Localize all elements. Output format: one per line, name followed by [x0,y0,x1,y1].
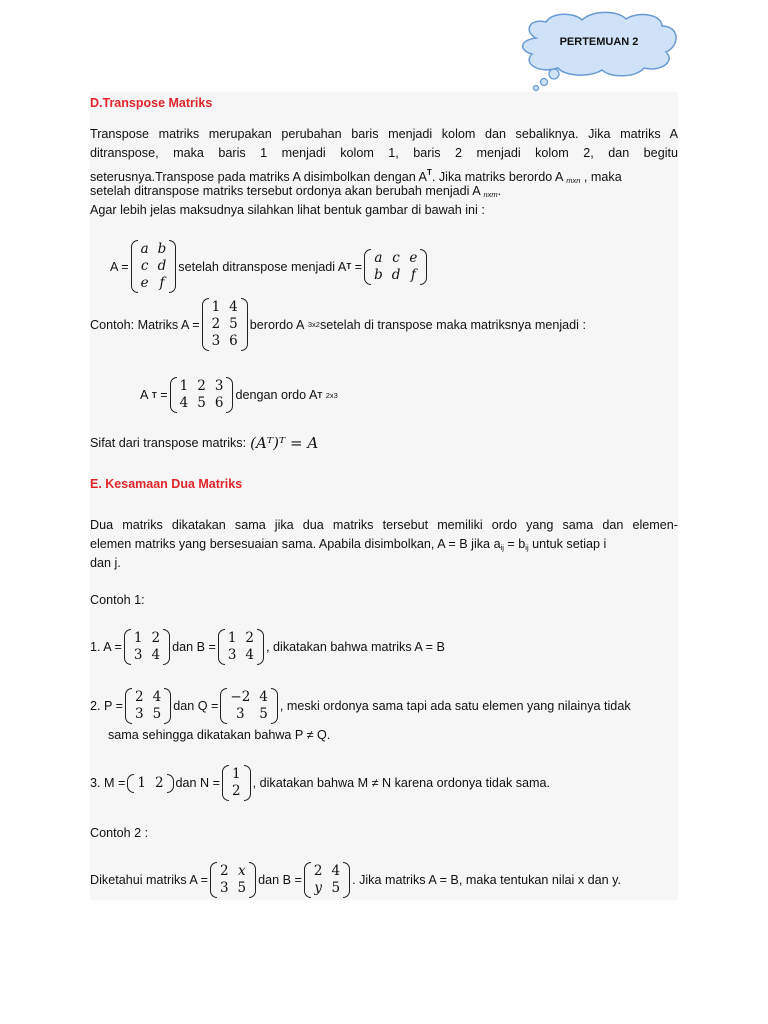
example-label: Contoh 1: [90,593,145,607]
transpose-example-numeric: Contoh: Matriks A = 1 4 2 5 3 6 berordo A 3x2 setelah di transpose maka matriksnya menjadi : [90,299,586,349]
equality-example-3: 3. M = 1 2 dan N = 1 2 , dikatakan bahwa M ≠ N karena ordonya tidak sama. [90,766,551,799]
matrix-n: 1 2 [222,765,251,801]
property-formula: (Aᵀ)ᵀ = A [250,434,319,452]
paragraph-line: ditranspose, maka baris 1 menjadi kolom 1, baris 2 menjadi kolom 2, dan begitu [90,146,678,160]
paragraph-line: setelah ditranspose matriks tersebut ordonya akan berubah menjadi A $_{nxm}$. [90,184,502,199]
transpose-result: A T = 1 2 3 4 5 6 dengan ordo A T 2x3 [140,378,338,411]
thought-cloud-shape [514,10,684,105]
paragraph-line: elemen matriks yang bersesuaian sama. Apabila disimbolkan, A = B jika $a_{ij} = b_{ij}$ untuk setiap i [90,537,607,552]
matrix-a: a b c d e f [131,240,177,293]
example-label: Contoh 2 : [90,826,149,840]
paragraph-line: Dua matriks dikatakan sama jika dua matriks tersebut memiliki ordo yang sama dan elemen- [90,518,678,532]
transpose-example-general: A = a b c d e f setelah ditranspose menjadi A T = a c e b d f [110,240,429,293]
paragraph-line: sama sehingga dikatakan bahwa P ≠ Q. [108,728,331,742]
matrix-b: 2 4 y 5 [304,862,350,898]
paragraph-line: dan j. [90,556,121,570]
title-cloud [514,10,684,105]
paragraph-line: seterusnya.Transpose pada matriks A disimbolkan dengan $A^T$. Jika matriks berordo A $_{mxn}$ , maka [90,168,622,185]
matrix-m: 1 2 [127,774,173,793]
equality-exercise: Diketahui matriks A = 2 x 3 5 dan B = 2 4 y 5 . Jika matriks A = B, maka tentukan nilai x dan y. [90,863,622,896]
matrix-q: −2 4 3 5 [220,688,278,724]
heading-equality: E. Kesamaan Dua Matriks [90,477,243,491]
transpose-property: Sifat dari transpose matriks: (Aᵀ)ᵀ = A [90,434,319,452]
heading-transpose: D.Transpose Matriks [90,96,213,110]
equality-example-2: 2. P = 2 4 3 5 dan Q = −2 4 3 5 , meski ordonya sama tapi ada satu elemen yang nilainya tidak [90,689,631,722]
matrix-a: 1 2 3 4 [124,629,170,665]
matrix-transposed: 1 2 3 4 5 6 [170,377,234,413]
cloud-label: PERTEMUAN 2 [559,36,639,48]
equality-example-1: 1. A = 1 2 3 4 dan B = 1 2 3 4 , dikatakan bahwa matriks A = B [90,630,445,663]
matrix-a: 2 x 3 5 [210,862,256,898]
matrix-a-transpose: a c e b d f [364,249,427,285]
matrix-b: 1 2 3 4 [218,629,264,665]
paragraph-line: Transpose matriks merupakan perubahan baris menjadi kolom dan sebaliknya. Jika matriks A [90,127,678,141]
paragraph-line: Agar lebih jelas maksudnya silahkan lihat bentuk gambar di bawah ini : [90,203,485,217]
matrix-example: 1 4 2 5 3 6 [202,298,248,351]
matrix-p: 2 4 3 5 [125,688,171,724]
